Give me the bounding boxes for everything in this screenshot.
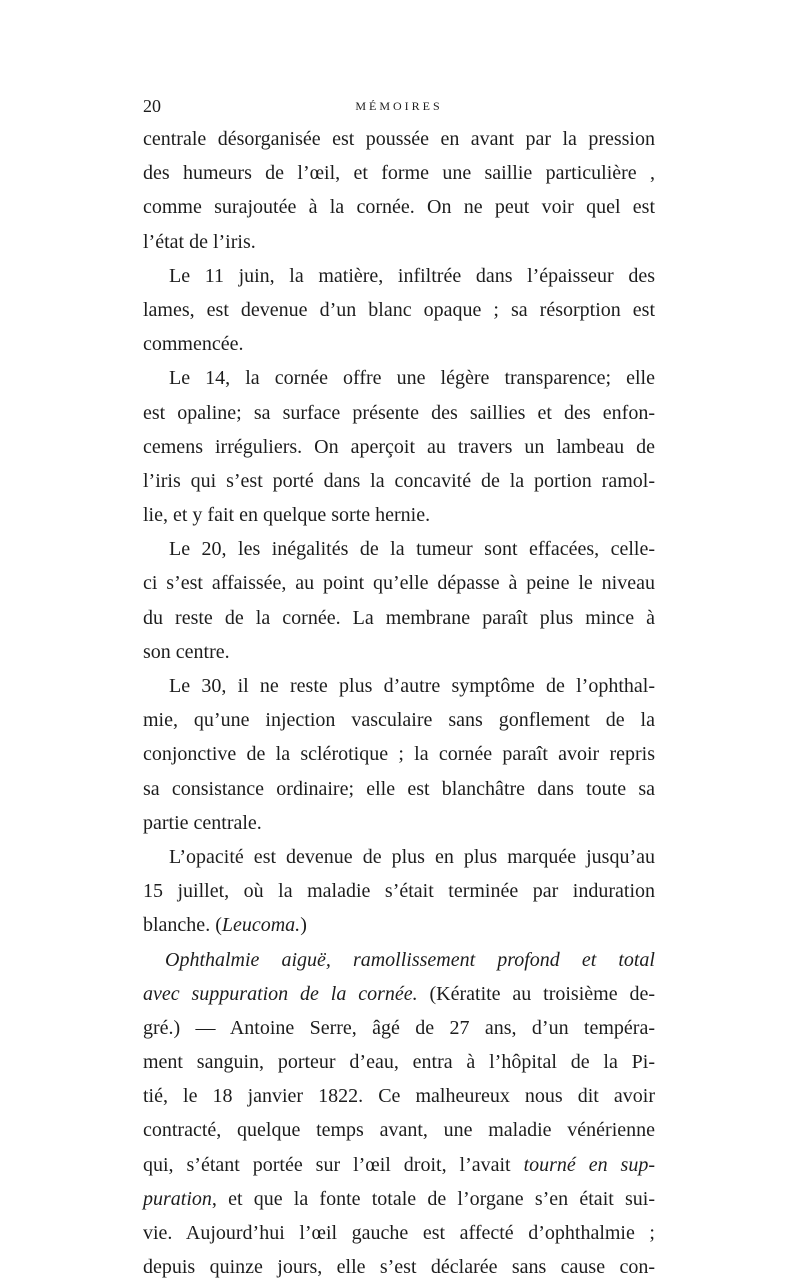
text-segment: , et que la fonte totale de l’organe s’en était sui-: [211, 1187, 655, 1210]
text-line: mie, qu’une injection vasculaire sans gonflement de la: [143, 709, 655, 732]
text-line: l’iris qui s’est porté dans la concavité de la portion ramol-: [143, 469, 655, 492]
text-line: lie, et y fait en quelque sorte hernie.: [143, 504, 431, 527]
text-line: Le 20, les inégalités de la tumeur sont effacées, celle-: [169, 538, 655, 561]
text-line: [143, 1148, 655, 1182]
text-line: [143, 908, 655, 942]
text-segment: puration: [143, 1187, 212, 1210]
text-line: lames, est devenue d’un blanc opaque ; sa résorption est: [143, 298, 655, 321]
text-line: conjonctive de la sclérotique ; la cornée paraît avoir repris: [143, 743, 655, 766]
text-line: contracté, quelque temps avant, une maladie vénérienne: [143, 1119, 655, 1142]
text-line: centrale désorganisée est poussée en avant par la pression: [143, 128, 655, 150]
text-line: commencée.: [143, 333, 244, 356]
text-line: tié, le 18 janvier 1822. Ce malheureux nous dit avoir: [143, 1085, 655, 1108]
text-line: l’état de l’iris.: [143, 230, 256, 253]
text-line: gré.) — Antoine Serre, âgé de 27 ans, d’un tempéra-: [143, 1016, 655, 1039]
text-segment: ): [300, 914, 307, 937]
text-line: sa consistance ordinaire; elle est blanchâtre dans toute sa: [143, 777, 655, 800]
text-line: [143, 977, 655, 1011]
text-line: vie. Aujourd’hui l’œil gauche est affecté d’ophthalmie ;: [143, 1222, 655, 1244]
text-line: ment sanguin, porteur d’eau, entra à l’hôpital de la Pi-: [143, 1051, 655, 1074]
page-number: 20: [143, 96, 161, 116]
text-segment: qui, s’étant portée sur l’œil droit, l’avait: [143, 1153, 524, 1176]
text-line: comme surajoutée à la cornée. On ne peut voir quel est: [143, 196, 655, 219]
running-title: MÉMOIRES: [355, 99, 443, 113]
text-line: son centre.: [143, 640, 230, 663]
text-line: [143, 1182, 655, 1216]
text-line: Ophthalmie aiguë, ramollissement profond et total: [165, 948, 655, 971]
text-line: est opaline; sa surface présente des saillies et des enfon-: [143, 401, 655, 424]
text-line: ci s’est affaissée, au point qu’elle dépasse à peine le niveau: [143, 572, 655, 595]
text-line: partie centrale.: [143, 811, 262, 834]
text-line: L’opacité est devenue de plus en plus marquée jusqu’au: [169, 845, 655, 868]
body-text: [143, 122, 655, 1284]
text-line: du reste de la cornée. La membrane paraît plus mince à: [143, 606, 655, 629]
text-line: Le 11 juin, la matière, infiltrée dans l’épaisseur des: [169, 264, 655, 287]
text-segment: blanche. (: [143, 914, 222, 937]
text-line: Le 30, il ne reste plus d’autre symptôme de l’ophthal-: [169, 675, 655, 697]
text-line: 15 juillet, où la maladie s’était terminée par induration: [143, 880, 655, 903]
running-head: [143, 96, 655, 120]
text-segment: (Kératite au troisième de-: [417, 982, 655, 1005]
text-segment: avec suppuration de la cornée.: [143, 982, 418, 1005]
text-segment: Leucoma.: [221, 914, 301, 937]
text-line: Le 14, la cornée offre une légère transparence; elle: [169, 367, 655, 390]
text-segment: tourné en sup-: [523, 1153, 655, 1176]
text-line: cemens irréguliers. On aperçoit au travers un lambeau de: [143, 435, 655, 458]
text-line: depuis quinze jours, elle s’est déclarée sans cause con-: [143, 1256, 655, 1279]
text-line: des humeurs de l’œil, et forme une saillie particulière ,: [143, 162, 655, 185]
